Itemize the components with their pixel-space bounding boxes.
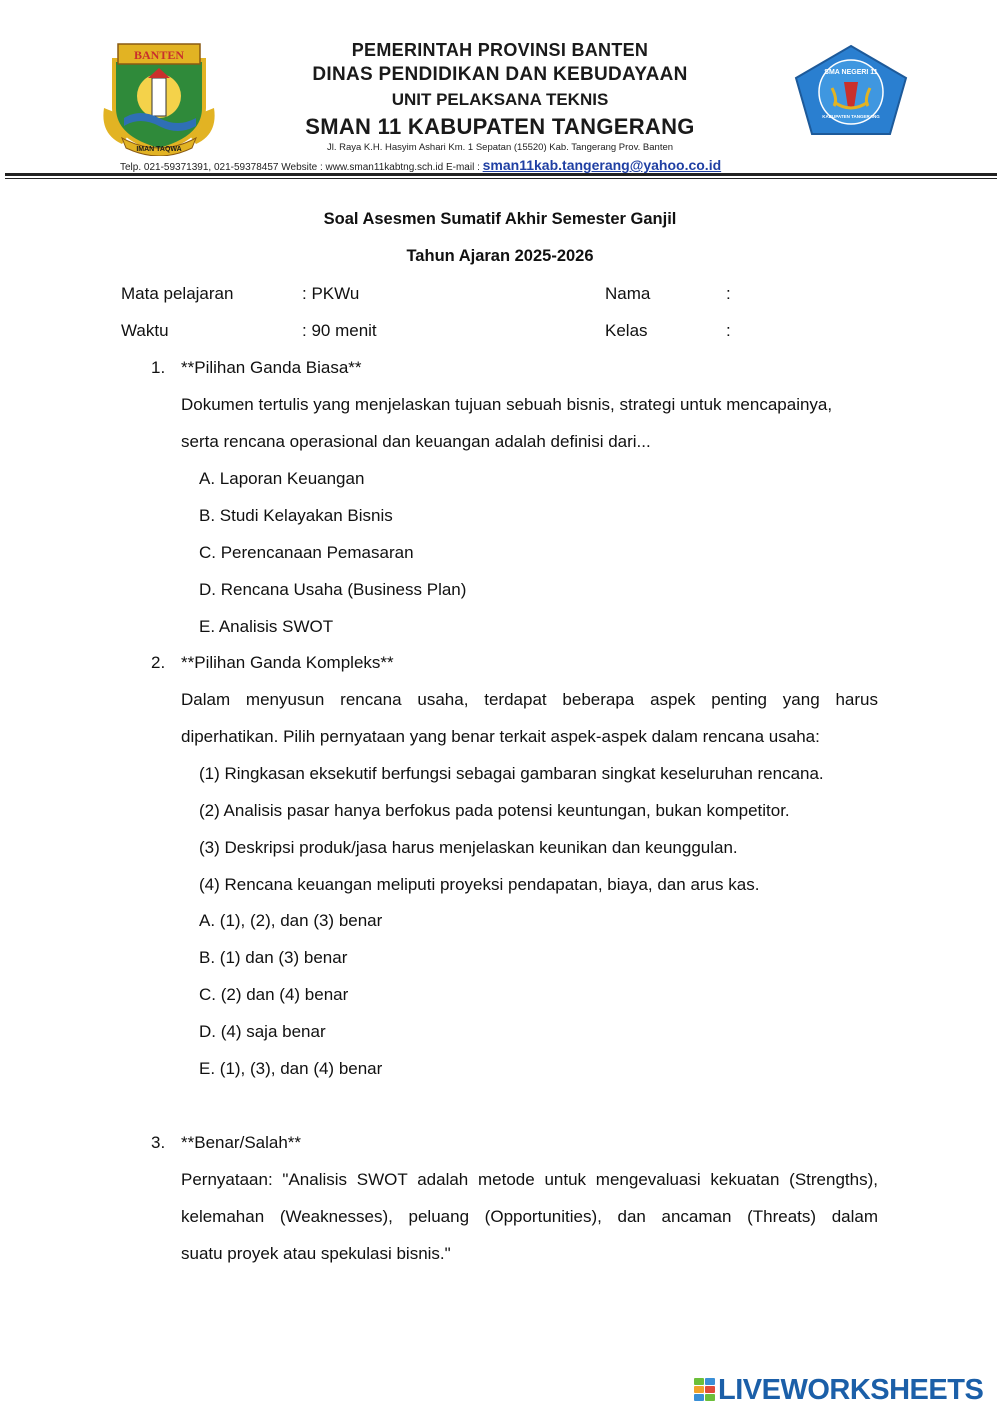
letterhead-contact <box>120 157 721 173</box>
question-2-statement-2: (2) Analisis pasar hanya berfokus pada potensi keuntungan, bukan kompetitor. <box>199 801 790 820</box>
letterhead-department: DINAS PENDIDIKAN DAN KEBUDAYAAN <box>312 64 688 85</box>
letterhead-address: Jl. Raya K.H. Hasyim Ashari Km. 1 Sepatan (15520) Kab. Tangerang Prov. Banten <box>326 142 674 153</box>
class-field: : <box>726 321 731 340</box>
letterhead-unit: UNIT PELAKSANA TEKNIS <box>391 90 609 109</box>
question-1-option-d: D. Rencana Usaha (Business Plan) <box>199 580 467 599</box>
question-2-text-line: diperhatikan. Pilih pernyataan yang benar terkait aspek-aspek dalam rencana usaha: <box>181 727 820 746</box>
question-2-option-d: D. (4) saja benar <box>199 1022 326 1041</box>
letterhead-government: PEMERINTAH PROVINSI BANTEN <box>351 40 649 60</box>
question-2-option-c: C. (2) dan (4) benar <box>199 985 349 1004</box>
banten-logo-top-text: BANTEN <box>133 48 185 62</box>
question-3-type: **Benar/Salah** <box>181 1133 302 1152</box>
question-1-option-a: A. Laporan Keuangan <box>199 469 365 488</box>
question-2-option-e: E. (1), (3), dan (4) benar <box>199 1059 383 1078</box>
exam-title: Soal Asesmen Sumatif Akhir Semester Ganjil <box>323 210 677 228</box>
question-2-option-b: B. (1) dan (3) benar <box>199 948 348 967</box>
question-1-option-c: C. Perencanaan Pemasaran <box>199 543 414 562</box>
question-1-text-line: serta rencana operasional dan keuangan adalah definisi dari... <box>181 432 651 451</box>
contact-email-link[interactable]: sman11kab.tangerang@yahoo.co.id <box>482 157 722 173</box>
banten-logo-bottom-text: IMAN TAQWA <box>136 146 182 153</box>
time-label: Waktu <box>121 321 169 340</box>
letterhead-rule-thin <box>5 178 997 179</box>
name-label: Nama <box>605 284 651 303</box>
name-field: : <box>726 284 731 303</box>
question-3-text-line: suatu proyek atau spekulasi bisnis." <box>181 1244 451 1263</box>
question-1-number: 1. <box>151 358 166 377</box>
contact-phone-website: Telp. 021-59371391, 021-59378457 Website : www.sman11kabtng.sch.id E-mail : <box>120 162 483 173</box>
exam-year: Tahun Ajaran 2025-2026 <box>406 247 594 265</box>
liveworksheets-wordmark: LIVEWORKSHEETS <box>718 1374 984 1406</box>
time-value: : 90 menit <box>302 321 377 340</box>
question-2-type: **Pilihan Ganda Kompleks** <box>181 653 394 672</box>
question-3-number: 3. <box>151 1133 166 1152</box>
question-3-text-line: kelemahan (Weaknesses), peluang (Opportunities), dan ancaman (Threats) dalam <box>181 1207 878 1226</box>
question-2-statement-4: (4) Rencana keuangan meliputi proyeksi pendapatan, biaya, dan arus kas. <box>199 875 760 894</box>
question-2-statement-1: (1) Ringkasan eksekutif berfungsi sebagai gambaran singkat keseluruhan rencana. <box>199 764 824 783</box>
school-logo-text: SMA NEGERI 11 <box>824 69 878 76</box>
question-1-option-e: E. Analisis SWOT <box>199 617 334 636</box>
question-2-statement-3: (3) Deskripsi produk/jasa harus menjelaskan keunikan dan keunggulan. <box>199 838 738 857</box>
letterhead-rule-thick <box>5 173 997 176</box>
subject-label: Mata pelajaran <box>121 284 234 303</box>
subject-value: : PKWu <box>302 284 360 303</box>
question-1-text-line: Dokumen tertulis yang menjelaskan tujuan sebuah bisnis, strategi untuk mencapainya, <box>181 395 833 414</box>
question-2-option-a: A. (1), (2), dan (3) benar <box>199 911 383 930</box>
question-2-number: 2. <box>151 653 166 672</box>
school-logo-subtext: KABUPATEN TANGERANG <box>822 114 880 119</box>
letterhead-school-name: SMAN 11 KABUPATEN TANGERANG <box>305 114 695 139</box>
banten-logo <box>100 38 218 156</box>
question-3-text-line: Pernyataan: "Analisis SWOT adalah metode untuk mengevaluasi kekuatan (Strengths), <box>181 1170 878 1189</box>
question-1-option-b: B. Studi Kelayakan Bisnis <box>199 506 393 525</box>
class-label: Kelas <box>605 321 648 340</box>
liveworksheets-logo-icon <box>694 1378 716 1402</box>
question-2-text-line: Dalam menyusun rencana usaha, terdapat beberapa aspek penting yang harus <box>181 690 878 709</box>
school-logo <box>792 44 910 136</box>
question-1-type: **Pilihan Ganda Biasa** <box>181 358 362 377</box>
